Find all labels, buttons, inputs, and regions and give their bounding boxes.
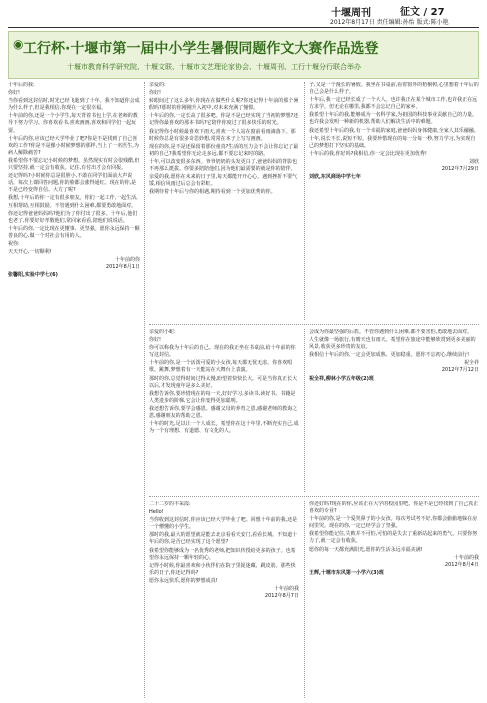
article-paragraph: 我想,十年后的你一定有很多朋友。你们一起工作,一起生活,互相帮助,互相鼓励。不管遇到什么困难,都要勇敢地面对。 — [8, 195, 138, 209]
article-paragraph: 十年前的你,是一个爱哭鼻子的小女孩。每次考试考不好,你都会偷偷地躲在房间里哭。现在的你,一定已经学会了坚强。 — [309, 516, 478, 530]
article-paragraph: 我希望你不要忘记小时候的梦想。虽然现实有时会很残酷,但只要坚持,就一定会有收获。记住,有付出才会有回报。 — [8, 157, 140, 172]
header-title: 十堰周刊 — [331, 8, 371, 19]
article-paragraph: 人生就像一场旅行,有晴天也有雨天。希望你在旅途中能够欣赏到更多美丽的风景,收获更多珍贵的友谊。 — [309, 337, 476, 351]
article-paragraph: 十年,可以改变很多东西。爷爷奶奶的头发更白了,爸爸妈妈的背影也不再那么挺拔。你要多陪陪他们,因为他们最需要的就是你的陪伴。 — [149, 158, 298, 173]
column-divider — [304, 329, 305, 492]
article-paragraph: 现在的你,是不是还保留着那份童真?生活的压力会不会让你忘记了最初的自己?我希望你无论走多远,都不要忘记来时的路。 — [149, 143, 299, 157]
article-paragraph: 祝你: — [8, 240, 20, 247]
article-paragraph: 我相信十年后的你,一定会更加成熟、更加稳重。愿你不忘初心,继续前行! — [309, 352, 470, 359]
article-paragraph: 你好! — [149, 90, 162, 97]
article-paragraph: 我还想告诉你,要学会感恩。感谢父母的养育之恩,感谢老师的教诲之恩,感谢朋友的帮助之恩。 — [149, 405, 298, 420]
article-salutation: 十年后的我: — [8, 82, 35, 88]
article-paragraph: 你还好吗?现在的你,应该正在大学的校园里吧。你是不是已经找到了自己真正喜欢的专业? — [309, 501, 479, 515]
article-paragraph: 那时的你,总觉得时间过得太慢,盼望着快快长大。可是当你真正长大以后,才发现童年是多么美好。 — [149, 375, 298, 389]
article-right-bottom — [309, 501, 479, 698]
article-right-top — [309, 82, 479, 320]
article-paragraph: 当你看到这封信时,时光已经飞逝到了十年。我不知道你会成为什么样子,但是我相信,你现在一定很幸福。 — [8, 98, 140, 112]
banner-title: 工行杯·十堰市第一届中小学生暑假同题作文大赛作品选登 — [23, 41, 379, 57]
article-paragraph: 愿你的每一天都充满阳光,愿你的生活永远幸福美满! — [309, 546, 423, 553]
article-paragraph: 你好! — [149, 337, 162, 344]
section-divider — [149, 324, 479, 325]
article-salutation: 亲爱的小蛇: — [149, 329, 176, 335]
article-byline: 刘欣,东风商场中学七年 — [309, 174, 361, 181]
article-signoff: 刘欣 2012年7月29日 — [441, 158, 479, 173]
article-paragraph: 转眼间过了这么多年,你现在在做些什么呢?你还记得十年前的那个暑假吗?那时的你刚刚升入初中,对未来充满了憧憬。 — [149, 98, 299, 112]
article-paragraph: 你还记得爸爸妈妈吗?他们为了你付出了很多。十年后,他们也老了,你要好好孝敬他们,常回家看看,陪他们说说话。 — [8, 210, 138, 224]
article-salutation: 二十二岁的丰采霞: — [149, 501, 191, 507]
article-paragraph: 我希望十年后的我,能够成为一名科学家,为祖国的科技事业贡献自己的力量。也许我会发明一种新的机器,帮助人们解决生活中的难题。 — [309, 112, 478, 126]
article-paragraph: 十年后的我,你好吗?我相信,你一定会比现在更加优秀! — [309, 150, 427, 157]
article-signoff: 十年前的你 2012年8月1日 — [105, 257, 140, 271]
article-paragraph: 我希望你能够成为一名优秀的老师,把知识传授给更多的孩子。也希望你永远保持一颗年轻的心。 — [149, 547, 296, 561]
header-rule — [8, 27, 479, 28]
article-salutation: 亲爱的: — [149, 82, 166, 88]
article-byline: 祝全祥,柳林小学五年级(2)班 — [309, 375, 374, 382]
article-paragraph: 你可以称我为十年后的自己。现在的我正坐在书桌前,给十年前的你写这封信。 — [149, 345, 296, 359]
article-paragraph: 子,又是一个漫长的暑假。我坐在书桌前,看着窗外的梧桐树,心里想着十年后的自己会是什么样子。 — [309, 82, 479, 96]
article-paragraph: 十年,说长不长,说短不短。我要珍惜现在的每一分每一秒,努力学习,为实现自己的梦想打下坚实的基础。 — [309, 135, 476, 149]
article-signoff: 十年前的我 2012年8月4日 — [444, 554, 479, 568]
article-paragraph: Hello! — [149, 509, 164, 516]
article-paragraph: 你好! — [8, 90, 21, 97]
article-paragraph: 我期待着十年后与你的相遇,期待看到一个更加优秀的你。 — [149, 189, 276, 196]
article-paragraph: 天天开心,一切顺利! — [8, 249, 52, 256]
contest-banner — [8, 31, 479, 79]
article-grid — [8, 82, 479, 698]
article-mid-bottom — [149, 329, 299, 492]
column-divider — [304, 82, 305, 320]
article-signoff: 十年前的我 2012年8月7日 — [264, 586, 299, 600]
article-paragraph: 十年后,我一定已经长成了一个大人。也许我正在某个城市工作,也许我正在远方求学。但无论在哪里,我都不会忘记自己的家乡。 — [309, 97, 478, 111]
section-divider — [149, 496, 479, 497]
article-paragraph: 十年前的你,还是一个小学生,每天背着书包上学,在老师的教导下努力学习。你喜欢看书,喜欢画画,喜欢和同学们一起玩耍。 — [8, 113, 138, 134]
column-divider — [304, 501, 305, 698]
bank-logo-icon: ◉ — [13, 37, 24, 51]
article-mid-bottom-2 — [149, 501, 299, 698]
article-signoff: 祝全祥 2012年7月12日 — [441, 360, 479, 374]
article-byline: 张馨阳,实验中学七(6) — [8, 272, 58, 279]
article-left — [8, 82, 140, 698]
article-paragraph: 十年后的你,一定长高了很多吧。你是不是已经实现了当初的梦想?还记得你最喜欢的那本书吗?它陪伴你度过了很多快乐的时光。 — [149, 113, 299, 127]
banner-organizers: 十堰市教育科学研究院、十堰文联、十堰市文艺理论家协会、十堰周刊、工行十堰分行联合举办 — [67, 63, 361, 71]
article-paragraph: 亲爱的我,愿你在未来的日子里,每天都能开开心心。遇到挫折不要气馁,相信风雨过后总会有彩虹。 — [149, 174, 298, 188]
article-paragraph: 当你收到这封信时,你应该已经大学毕业了吧。回想十年前的我,还是一个懵懂的小学生。 — [149, 517, 298, 531]
article-paragraph: 那时的我,最大的愿望就是能去北京看看天安门,看看长城。不知道十年后的你,是否已经实现了这个愿望? — [149, 532, 298, 546]
article-paragraph: 我想告诉你,要珍惜现在的每一天,好好学习,多读书,读好书。书籍是人类进步的阶梯,它会让你变得更加聪明。 — [149, 390, 296, 404]
article-right-mid — [309, 329, 479, 492]
header-page-label: 征文 / 27 — [400, 7, 445, 18]
article-paragraph: 十年的时光,足以让一个人成长。希望你在这十年里,不断充实自己,成为一个有理想、有道德、有文化的人。 — [149, 421, 299, 435]
article-paragraph: 会成为你最坚强的后盾。不管你遇到什么困难,都不要害怕,勇敢地去面对。 — [309, 329, 473, 335]
article-paragraph: 十年后的你,一定比现在更懂事、更坚强。愿你永远保持一颗善良的心,做一个对社会有用的人。 — [8, 225, 140, 239]
column-divider — [144, 82, 145, 698]
article-paragraph: 愿你永远快乐,愿你的梦想成真! — [149, 577, 218, 584]
header-subline: 2012年8月17日 责任编辑:孙怡 版式:陈小艳 — [330, 19, 449, 26]
article-mid-top — [149, 82, 299, 320]
article-paragraph: 我记得你小时候最喜欢下雨天,喜欢一个人站在窗前看雨滴落下。那时候你总是有很多奇思妙想,常常在本子上写写画画。 — [149, 128, 296, 142]
article-byline: 王辉,十堰市东风第一小学六(3)班 — [309, 569, 384, 576]
article-paragraph: 还记得吗?小时候你总是很胆小,不敢在同学们面前大声说话。每次上课回答问题,你的脸都会涨得通红。现在的你,是不是已经变得自信、大方了呢? — [8, 173, 137, 194]
article-paragraph: 我还希望十年后的我,有一个幸福的家庭,爸爸妈妈身体健康,全家人其乐融融。 — [309, 127, 479, 134]
article-paragraph: 记得小时候,你最喜欢和小伙伴们在院子里捉迷藏、跳皮筋。那些快乐的日子,你还记得吗? — [149, 562, 296, 576]
article-paragraph: 我希望你能记住,失败并不可怕,可怕的是失去了重新站起来的勇气。只要你努力了,就一定会有收获。 — [309, 531, 478, 545]
article-paragraph: 十年后的你,应该已经大学毕业了吧?你是不是找到了自己喜欢的工作?你是不是像小时候梦想的那样,当上了一名医生,为病人解除痛苦? — [8, 135, 139, 156]
article-paragraph: 十年前的你,是一个活泼可爱的小女孩,每天都无忧无虑。你喜欢唱歌、跳舞,梦想着有一天能站在大舞台上表演。 — [149, 360, 293, 374]
